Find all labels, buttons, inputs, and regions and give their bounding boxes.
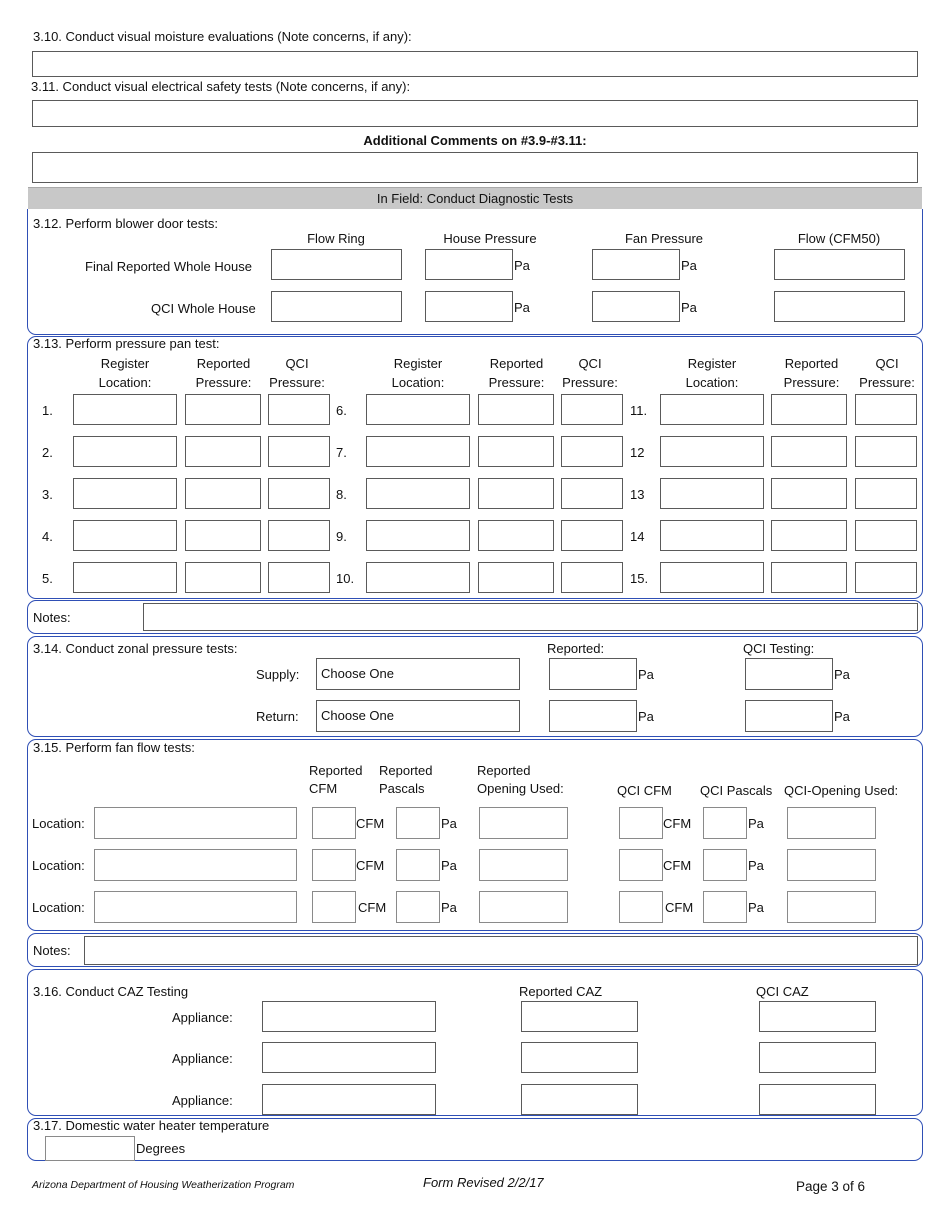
moisture-evaluation-field[interactable]	[32, 51, 918, 77]
pa-unit: Pa	[441, 816, 457, 831]
col-register-location: Register	[393, 356, 443, 371]
qci-pressure-field[interactable]	[268, 520, 330, 551]
qci-pressure-field[interactable]	[855, 562, 917, 593]
col-qci-caz: QCI CAZ	[756, 984, 809, 999]
supply-qci-field[interactable]	[745, 658, 833, 690]
moisture-evaluation-label: 3.10. Conduct visual moisture evaluations (Note concerns, if any):	[33, 29, 412, 44]
pan-row-number: 2.	[42, 445, 53, 460]
blower-door-label: 3.12. Perform blower door tests:	[33, 216, 218, 231]
register-location-field[interactable]	[660, 394, 764, 425]
qci-opening-field[interactable]	[787, 807, 876, 839]
reported-pressure-field[interactable]	[478, 520, 554, 551]
degrees-unit: Degrees	[136, 1141, 186, 1156]
footer-page-number: Page 3 of 6	[796, 1179, 866, 1194]
appliance-label: Appliance:	[172, 1093, 233, 1108]
footer-revision: Form Revised 2/2/17	[423, 1175, 544, 1190]
water-heater-temperature-field[interactable]	[45, 1136, 135, 1161]
caz-label: 3.16. Conduct CAZ Testing	[33, 984, 189, 999]
cfm-unit: CFM	[358, 900, 387, 915]
pressure-pan-label: 3.13. Perform pressure pan test:	[33, 336, 220, 351]
qci-pressure-field[interactable]	[561, 520, 623, 551]
electrical-safety-field[interactable]	[32, 100, 918, 127]
reported-pressure-field[interactable]	[478, 562, 554, 593]
col-reported-pressure: Pressure:	[488, 375, 545, 390]
notes-label: Notes:	[33, 943, 71, 958]
pa-unit: Pa	[681, 300, 697, 315]
col-reported-pascals: Pascals	[379, 781, 425, 796]
reported-pressure-field[interactable]	[185, 562, 261, 593]
pan-row-number: 14	[630, 529, 645, 544]
pan-row-number: 11.	[630, 403, 648, 418]
col-reported-opening: Opening Used:	[477, 781, 564, 796]
reported-pressure-field[interactable]	[771, 436, 847, 467]
register-location-field[interactable]	[660, 436, 764, 467]
register-location-field[interactable]	[366, 478, 470, 509]
location-field[interactable]	[94, 807, 297, 839]
pan-row-number: 9.	[336, 529, 347, 544]
pan-row-number: 4.	[42, 529, 53, 544]
cfm-unit: CFM	[665, 900, 694, 915]
col-qci-pressure: Pressure:	[269, 375, 325, 390]
col-register-location: Location:	[685, 375, 739, 390]
col-flow-cfm50: Flow (CFM50)	[797, 231, 881, 246]
col-reported-pressure: Reported	[196, 356, 251, 371]
register-location-field[interactable]	[366, 562, 470, 593]
qci-flow-ring-field[interactable]	[271, 291, 402, 322]
qci-opening-field[interactable]	[787, 891, 876, 923]
register-location-field[interactable]	[73, 562, 177, 593]
col-reported-pressure: Reported	[784, 356, 839, 371]
col-qci-pressure: QCI	[285, 356, 309, 371]
col-qci-opening: QCI-Opening Used:	[784, 783, 899, 798]
register-location-field[interactable]	[73, 394, 177, 425]
reported-opening-field[interactable]	[479, 891, 568, 923]
qci-pressure-field[interactable]	[268, 562, 330, 593]
reported-pascals-field[interactable]	[396, 849, 440, 881]
reported-cfm-field[interactable]	[312, 849, 356, 881]
pa-unit: Pa	[441, 858, 457, 873]
qci-opening-field[interactable]	[787, 849, 876, 881]
pan-row-number: 5.	[42, 571, 53, 586]
location-label: Location:	[32, 816, 85, 831]
qci-pressure-field[interactable]	[855, 520, 917, 551]
col-register-location: Location:	[391, 375, 445, 390]
qci-caz-field[interactable]	[759, 1042, 876, 1073]
reported-pascals-field[interactable]	[396, 807, 440, 839]
col-register-location: Register	[687, 356, 737, 371]
qci-cfm-field[interactable]	[619, 849, 663, 881]
pa-unit: Pa	[748, 858, 764, 873]
col-reported-pressure: Pressure:	[783, 375, 840, 390]
reported-opening-field[interactable]	[479, 849, 568, 881]
col-house-pressure: House Pressure	[443, 231, 537, 246]
pan-row-number: 10.	[336, 571, 355, 586]
col-reported-opening: Reported	[477, 763, 531, 778]
pan-row-number: 12	[630, 445, 645, 460]
location-label: Location:	[32, 858, 85, 873]
qci-cfm-field[interactable]	[619, 807, 663, 839]
pa-unit: Pa	[514, 300, 530, 315]
register-location-field[interactable]	[73, 478, 177, 509]
location-label: Location:	[32, 900, 85, 915]
qci-pressure-field[interactable]	[561, 562, 623, 593]
pa-unit: Pa	[638, 709, 654, 724]
qci-cfm-field[interactable]	[619, 891, 663, 923]
reported-opening-field[interactable]	[479, 807, 568, 839]
return-select[interactable]: Choose One	[316, 700, 520, 732]
reported-pressure-field[interactable]	[185, 520, 261, 551]
qci-pressure-field[interactable]	[855, 436, 917, 467]
qci-caz-field[interactable]	[759, 1084, 876, 1115]
qci-pressure-field[interactable]	[561, 436, 623, 467]
col-reported-pascals: Reported	[379, 763, 433, 778]
qci-pascals-field[interactable]	[703, 849, 747, 881]
final-fan-pressure-field[interactable]	[592, 249, 680, 280]
reported-pressure-field[interactable]	[771, 394, 847, 425]
reported-pressure-field[interactable]	[185, 394, 261, 425]
col-register-location: Location:	[98, 375, 152, 390]
qci-pascals-field[interactable]	[703, 807, 747, 839]
register-location-field[interactable]	[73, 436, 177, 467]
supply-select[interactable]: Choose One	[316, 658, 520, 690]
reported-cfm-field[interactable]	[312, 891, 356, 923]
pa-unit: Pa	[748, 900, 764, 915]
col-qci-cfm: QCI CFM	[617, 783, 672, 798]
col-qci-pascals: QCI Pascals	[700, 783, 773, 798]
qci-pascals-field[interactable]	[703, 891, 747, 923]
col-reported-pressure: Reported	[489, 356, 544, 371]
col-qci-pressure: Pressure:	[562, 375, 618, 390]
col-qci-pressure: QCI	[875, 356, 899, 371]
reported-pressure-field[interactable]	[185, 478, 261, 509]
pan-row-number: 7.	[336, 445, 347, 460]
final-house-pressure-field[interactable]	[425, 249, 513, 280]
pan-row-number: 6.	[336, 403, 347, 418]
appliance-field[interactable]	[262, 1084, 436, 1115]
pressure-pan-notes-field[interactable]	[143, 603, 918, 631]
register-location-field[interactable]	[73, 520, 177, 551]
pan-row-number: 8.	[336, 487, 347, 502]
cfm-unit: CFM	[356, 816, 385, 831]
return-reported-field[interactable]	[549, 700, 637, 732]
register-location-field[interactable]	[660, 562, 764, 593]
additional-comments-field[interactable]	[32, 152, 918, 183]
qci-flow-cfm50-field[interactable]	[774, 291, 905, 322]
section-header-diagnostic-tests: In Field: Conduct Diagnostic Tests	[28, 187, 922, 209]
pa-unit: Pa	[748, 816, 764, 831]
qci-pressure-field[interactable]	[268, 436, 330, 467]
pan-row-number: 3.	[42, 487, 53, 502]
qci-pressure-field[interactable]	[268, 394, 330, 425]
reported-pressure-field[interactable]	[478, 394, 554, 425]
supply-reported-field[interactable]	[549, 658, 637, 690]
fan-flow-label: 3.15. Perform fan flow tests:	[33, 740, 195, 755]
reported-pressure-field[interactable]	[771, 520, 847, 551]
zonal-reported-header: Reported:	[547, 641, 605, 656]
qci-fan-pressure-field[interactable]	[592, 291, 680, 322]
pan-row-number: 13	[630, 487, 645, 502]
return-qci-field[interactable]	[745, 700, 833, 732]
reported-caz-field[interactable]	[521, 1084, 638, 1115]
register-location-field[interactable]	[366, 520, 470, 551]
water-heater-label: 3.17. Domestic water heater temperature	[33, 1118, 270, 1133]
additional-comments-heading: Additional Comments on #3.9-#3.11:	[363, 133, 587, 148]
location-field[interactable]	[94, 849, 297, 881]
col-reported-cfm: CFM	[309, 781, 338, 796]
row-final-reported: Final Reported Whole House	[85, 259, 252, 274]
reported-pressure-field[interactable]	[771, 478, 847, 509]
reported-caz-field[interactable]	[521, 1042, 638, 1073]
col-register-location: Register	[100, 356, 150, 371]
appliance-field[interactable]	[262, 1042, 436, 1073]
footer-program-name: Arizona Department of Housing Weatherization Program	[32, 1179, 295, 1191]
reported-pressure-field[interactable]	[478, 436, 554, 467]
location-field[interactable]	[94, 891, 297, 923]
qci-house-pressure-field[interactable]	[425, 291, 513, 322]
pa-unit: Pa	[681, 258, 697, 273]
qci-pressure-field[interactable]	[855, 478, 917, 509]
col-fan-pressure: Fan Pressure	[624, 231, 704, 246]
notes-label: Notes:	[33, 610, 71, 625]
final-flow-ring-field[interactable]	[271, 249, 402, 280]
qci-pressure-field[interactable]	[561, 478, 623, 509]
pa-unit: Pa	[441, 900, 457, 915]
electrical-safety-label: 3.11. Conduct visual electrical safety tests (Note concerns, if any):	[31, 79, 411, 94]
register-location-field[interactable]	[660, 520, 764, 551]
cfm-unit: CFM	[356, 858, 385, 873]
cfm-unit: CFM	[663, 858, 692, 873]
register-location-field[interactable]	[366, 436, 470, 467]
pa-unit: Pa	[834, 667, 850, 682]
reported-pressure-field[interactable]	[478, 478, 554, 509]
col-reported-cfm: Reported	[309, 763, 363, 778]
pa-unit: Pa	[638, 667, 654, 682]
col-qci-pressure: Pressure:	[859, 375, 915, 390]
register-location-field[interactable]	[366, 394, 470, 425]
qci-pressure-field[interactable]	[855, 394, 917, 425]
col-flow-ring: Flow Ring	[307, 231, 365, 246]
cfm-unit: CFM	[663, 816, 692, 831]
pa-unit: Pa	[514, 258, 530, 273]
qci-pressure-field[interactable]	[561, 394, 623, 425]
supply-label: Supply:	[256, 667, 300, 682]
reported-caz-field[interactable]	[521, 1001, 638, 1032]
return-label: Return:	[256, 709, 299, 724]
zonal-pressure-label: 3.14. Conduct zonal pressure tests:	[33, 641, 238, 656]
reported-pressure-field[interactable]	[185, 436, 261, 467]
col-reported-caz: Reported CAZ	[519, 984, 603, 999]
zonal-qci-testing-header: QCI Testing:	[743, 641, 815, 656]
col-qci-pressure: QCI	[578, 356, 602, 371]
appliance-field[interactable]	[262, 1001, 436, 1032]
reported-cfm-field[interactable]	[312, 807, 356, 839]
reported-pressure-field[interactable]	[771, 562, 847, 593]
register-location-field[interactable]	[660, 478, 764, 509]
appliance-label: Appliance:	[172, 1051, 233, 1066]
pan-row-number: 15.	[630, 571, 649, 586]
fan-flow-notes-field[interactable]	[84, 936, 918, 965]
qci-pressure-field[interactable]	[268, 478, 330, 509]
final-flow-cfm50-field[interactable]	[774, 249, 905, 280]
pa-unit: Pa	[834, 709, 850, 724]
qci-caz-field[interactable]	[759, 1001, 876, 1032]
pan-row-number: 1.	[42, 403, 53, 418]
appliance-label: Appliance:	[172, 1010, 233, 1025]
row-qci-whole-house: QCI Whole House	[151, 301, 256, 316]
col-reported-pressure: Pressure:	[195, 375, 252, 390]
reported-pascals-field[interactable]	[396, 891, 440, 923]
